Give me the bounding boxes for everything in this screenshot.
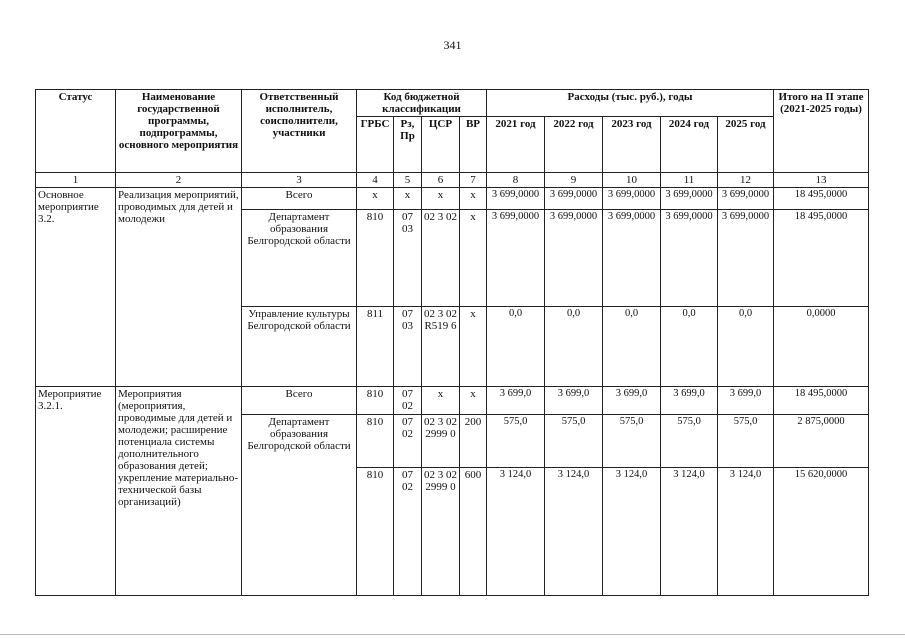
col-number: 11 bbox=[661, 173, 718, 188]
value-2023: 3 699,0000 bbox=[603, 210, 661, 307]
value-2022: 3 699,0000 bbox=[545, 188, 603, 210]
executor-cell: Департамент образования Белгородской области bbox=[242, 210, 357, 307]
value-2022: 3 699,0000 bbox=[545, 210, 603, 307]
header-2021: 2021 год bbox=[487, 117, 545, 173]
header-budget-code: Код бюджетной классификации bbox=[357, 90, 487, 117]
col-number: 4 bbox=[357, 173, 394, 188]
executor-cell: Управление культуры Белгородской области bbox=[242, 307, 357, 387]
rz-pr-cell: 07 03 bbox=[394, 307, 422, 387]
value-2023: 575,0 bbox=[603, 415, 661, 468]
value-2021: 3 124,0 bbox=[487, 468, 545, 596]
value-2024: 3 699,0000 bbox=[661, 210, 718, 307]
value-2023: 0,0 bbox=[603, 307, 661, 387]
rz-pr-cell: 07 02 bbox=[394, 387, 422, 415]
value-2024: 0,0 bbox=[661, 307, 718, 387]
vr-cell: х bbox=[460, 307, 487, 387]
rz-pr-cell: х bbox=[394, 188, 422, 210]
executor-cell: Всего bbox=[242, 188, 357, 210]
col-number: 5 bbox=[394, 173, 422, 188]
value-2021: 3 699,0000 bbox=[487, 188, 545, 210]
col-number: 12 bbox=[718, 173, 774, 188]
value-total: 18 495,0000 bbox=[774, 387, 869, 415]
value-2022: 3 124,0 bbox=[545, 468, 603, 596]
col-number: 3 bbox=[242, 173, 357, 188]
value-2023: 3 699,0000 bbox=[603, 188, 661, 210]
col-number: 1 bbox=[36, 173, 116, 188]
header-2023: 2023 год bbox=[603, 117, 661, 173]
header-status: Статус bbox=[36, 90, 116, 173]
header-csr: ЦСР bbox=[422, 117, 460, 173]
grbs-cell: 810 bbox=[357, 210, 394, 307]
main-event-name: Реализация мероприятий, проводимых для детей и молодежи bbox=[116, 188, 242, 387]
page-number: 341 bbox=[443, 38, 462, 52]
value-total: 15 620,0000 bbox=[774, 468, 869, 596]
value-2021: 3 699,0000 bbox=[487, 210, 545, 307]
value-total: 18 495,0000 bbox=[774, 188, 869, 210]
table-row bbox=[36, 188, 869, 210]
col-number: 9 bbox=[545, 173, 603, 188]
value-2023: 3 699,0 bbox=[603, 387, 661, 415]
sub-event-status: Мероприятие 3.2.1. bbox=[36, 387, 116, 596]
value-2022: 0,0 bbox=[545, 307, 603, 387]
value-2021: 0,0 bbox=[487, 307, 545, 387]
grbs-cell: х bbox=[357, 188, 394, 210]
value-2023: 3 124,0 bbox=[603, 468, 661, 596]
csr-cell: 02 3 02 R519 6 bbox=[422, 307, 460, 387]
value-2021: 3 699,0 bbox=[487, 387, 545, 415]
grbs-cell: 810 bbox=[357, 468, 394, 596]
value-2024: 575,0 bbox=[661, 415, 718, 468]
header-vr: ВР bbox=[460, 117, 487, 173]
rz-pr-cell: 07 02 bbox=[394, 415, 422, 468]
grbs-cell: 811 bbox=[357, 307, 394, 387]
col-number: 2 bbox=[116, 173, 242, 188]
value-2022: 3 699,0 bbox=[545, 387, 603, 415]
budget-table bbox=[35, 89, 869, 596]
csr-cell: х bbox=[422, 188, 460, 210]
value-2024: 3 699,0000 bbox=[661, 188, 718, 210]
csr-cell: х bbox=[422, 387, 460, 415]
header-2022: 2022 год bbox=[545, 117, 603, 173]
header-program-name: Наименование государственной программы, подпрограммы, основного мероприятия bbox=[116, 90, 242, 173]
header-2025: 2025 год bbox=[718, 117, 774, 173]
csr-cell: 02 3 02 bbox=[422, 210, 460, 307]
header-expenses: Расходы (тыс. руб.), годы bbox=[487, 90, 774, 117]
value-total: 18 495,0000 bbox=[774, 210, 869, 307]
executor-cell: Департамент образования Белгородской области bbox=[242, 415, 357, 596]
value-total: 0,0000 bbox=[774, 307, 869, 387]
vr-cell: 200 bbox=[460, 415, 487, 468]
rz-pr-cell: 07 02 bbox=[394, 468, 422, 596]
col-number: 10 bbox=[603, 173, 661, 188]
value-2025: 0,0 bbox=[718, 307, 774, 387]
vr-cell: х bbox=[460, 210, 487, 307]
csr-cell: 02 3 02 2999 0 bbox=[422, 415, 460, 468]
column-number-row bbox=[36, 173, 869, 188]
value-total: 2 875,0000 bbox=[774, 415, 869, 468]
col-number: 7 bbox=[460, 173, 487, 188]
value-2024: 3 124,0 bbox=[661, 468, 718, 596]
col-number: 8 bbox=[487, 173, 545, 188]
csr-cell: 02 3 02 2999 0 bbox=[422, 468, 460, 596]
header-executor: Ответственный исполнитель, соисполнители, участники bbox=[242, 90, 357, 173]
grbs-cell: 810 bbox=[357, 415, 394, 468]
value-2025: 3 699,0000 bbox=[718, 188, 774, 210]
rz-pr-cell: 07 03 bbox=[394, 210, 422, 307]
col-number: 6 bbox=[422, 173, 460, 188]
sub-event-name: Мероприятия (мероприятия, проводимые для детей и молодежи; расширение потенциала системы дополнительного образования детей; укрепление материально-технической базы организаций) bbox=[116, 387, 242, 596]
header-row-1 bbox=[36, 90, 869, 117]
value-2024: 3 699,0 bbox=[661, 387, 718, 415]
executor-cell: Всего bbox=[242, 387, 357, 415]
header-grbs: ГРБС bbox=[357, 117, 394, 173]
value-2025: 3 124,0 bbox=[718, 468, 774, 596]
value-2025: 575,0 bbox=[718, 415, 774, 468]
col-number: 13 bbox=[774, 173, 869, 188]
page-bottom-divider bbox=[0, 634, 905, 635]
header-2024: 2024 год bbox=[661, 117, 718, 173]
header-rz-pr: Рз, Пр bbox=[394, 117, 422, 173]
value-2025: 3 699,0 bbox=[718, 387, 774, 415]
value-2025: 3 699,0000 bbox=[718, 210, 774, 307]
vr-cell: х bbox=[460, 188, 487, 210]
value-2021: 575,0 bbox=[487, 415, 545, 468]
header-total: Итого на II этапе (2021-2025 годы) bbox=[774, 90, 869, 173]
vr-cell: х bbox=[460, 387, 487, 415]
main-event-status: Основное мероприятие 3.2. bbox=[36, 188, 116, 387]
table-row bbox=[36, 387, 869, 415]
vr-cell: 600 bbox=[460, 468, 487, 596]
grbs-cell: 810 bbox=[357, 387, 394, 415]
value-2022: 575,0 bbox=[545, 415, 603, 468]
